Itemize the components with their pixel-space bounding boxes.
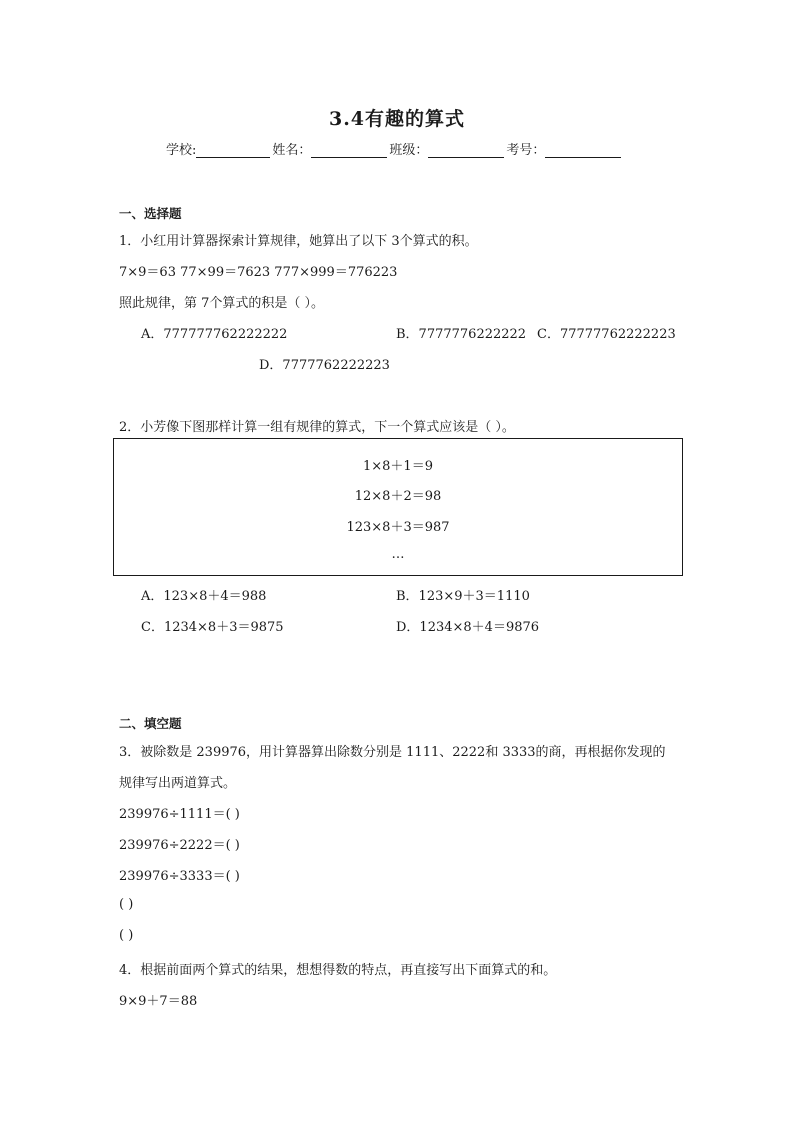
pattern-ellipsis: … bbox=[391, 547, 405, 562]
question-3-stem-line-2: 规律写出两道算式。 bbox=[119, 776, 237, 791]
question-3-stem-line-1: 3．被除数是 239976，用计算器算出除数分别是 1111、2222和 3333的商，再根据你发现的 bbox=[119, 745, 666, 760]
pattern-line-3: 123×8＋3＝987 bbox=[346, 520, 450, 535]
q3-answer-line-2[interactable]: 239976÷2222＝( ) bbox=[119, 838, 240, 853]
q3-answer-line-3[interactable]: 239976÷3333＝( ) bbox=[119, 869, 240, 884]
name-blank[interactable] bbox=[311, 144, 387, 158]
q3-answer-line-5[interactable]: ( ) bbox=[119, 928, 134, 943]
exam-no-label: 考号： bbox=[506, 143, 546, 158]
school-label: 学校: bbox=[166, 143, 197, 158]
q3-answer-line-1[interactable]: 239976÷1111＝( ) bbox=[119, 807, 240, 822]
question-1-ask: 照此规律，第 7个算式的积是（ ）。 bbox=[119, 296, 325, 311]
exam-no-blank[interactable] bbox=[545, 144, 621, 158]
q1-option-c[interactable]: C．77777762222223 bbox=[537, 327, 676, 342]
q1-option-a[interactable]: A．777777762222222 bbox=[141, 327, 288, 342]
question-2-stem: 2．小芳像下图那样计算一组有规律的算式，下一个算式应该是（ ）。 bbox=[119, 420, 515, 435]
pattern-box bbox=[113, 438, 683, 576]
question-1-formulas: 7×9＝63 77×99＝7623 777×999＝776223 bbox=[119, 265, 398, 280]
class-blank[interactable] bbox=[428, 144, 504, 158]
class-label: 班级： bbox=[389, 143, 429, 158]
school-blank[interactable] bbox=[196, 144, 270, 158]
student-info-row bbox=[166, 139, 623, 158]
q2-option-b[interactable]: B．123×9＋3＝1110 bbox=[396, 589, 530, 604]
pattern-line-1: 1×8＋1＝9 bbox=[363, 459, 433, 474]
page-title: 3.4有趣的算式 bbox=[328, 108, 466, 130]
q2-option-a[interactable]: A．123×8＋4＝988 bbox=[141, 589, 267, 604]
q2-option-c[interactable]: C．1234×8＋3＝9875 bbox=[141, 620, 284, 635]
q1-option-d[interactable]: D．7777762222223 bbox=[259, 358, 390, 373]
section-heading-fill: 二、填空题 bbox=[119, 716, 182, 731]
pattern-line-2: 12×8＋2＝98 bbox=[354, 489, 442, 504]
q1-option-b[interactable]: B．7777776222222 bbox=[396, 327, 527, 342]
question-4-formula: 9×9＋7＝88 bbox=[119, 994, 198, 1009]
question-4-stem: 4．根据前面两个算式的结果，想想得数的特点，再直接写出下面算式的和。 bbox=[119, 963, 557, 978]
q2-option-d[interactable]: D．1234×8＋4＝9876 bbox=[396, 620, 540, 635]
question-1-stem: 1．小红用计算器探索计算规律，她算出了以下 3个算式的积。 bbox=[119, 234, 478, 249]
section-heading-choice: 一、选择题 bbox=[119, 206, 182, 221]
name-label: 姓名： bbox=[272, 143, 312, 158]
q3-answer-line-4[interactable]: ( ) bbox=[119, 897, 134, 912]
